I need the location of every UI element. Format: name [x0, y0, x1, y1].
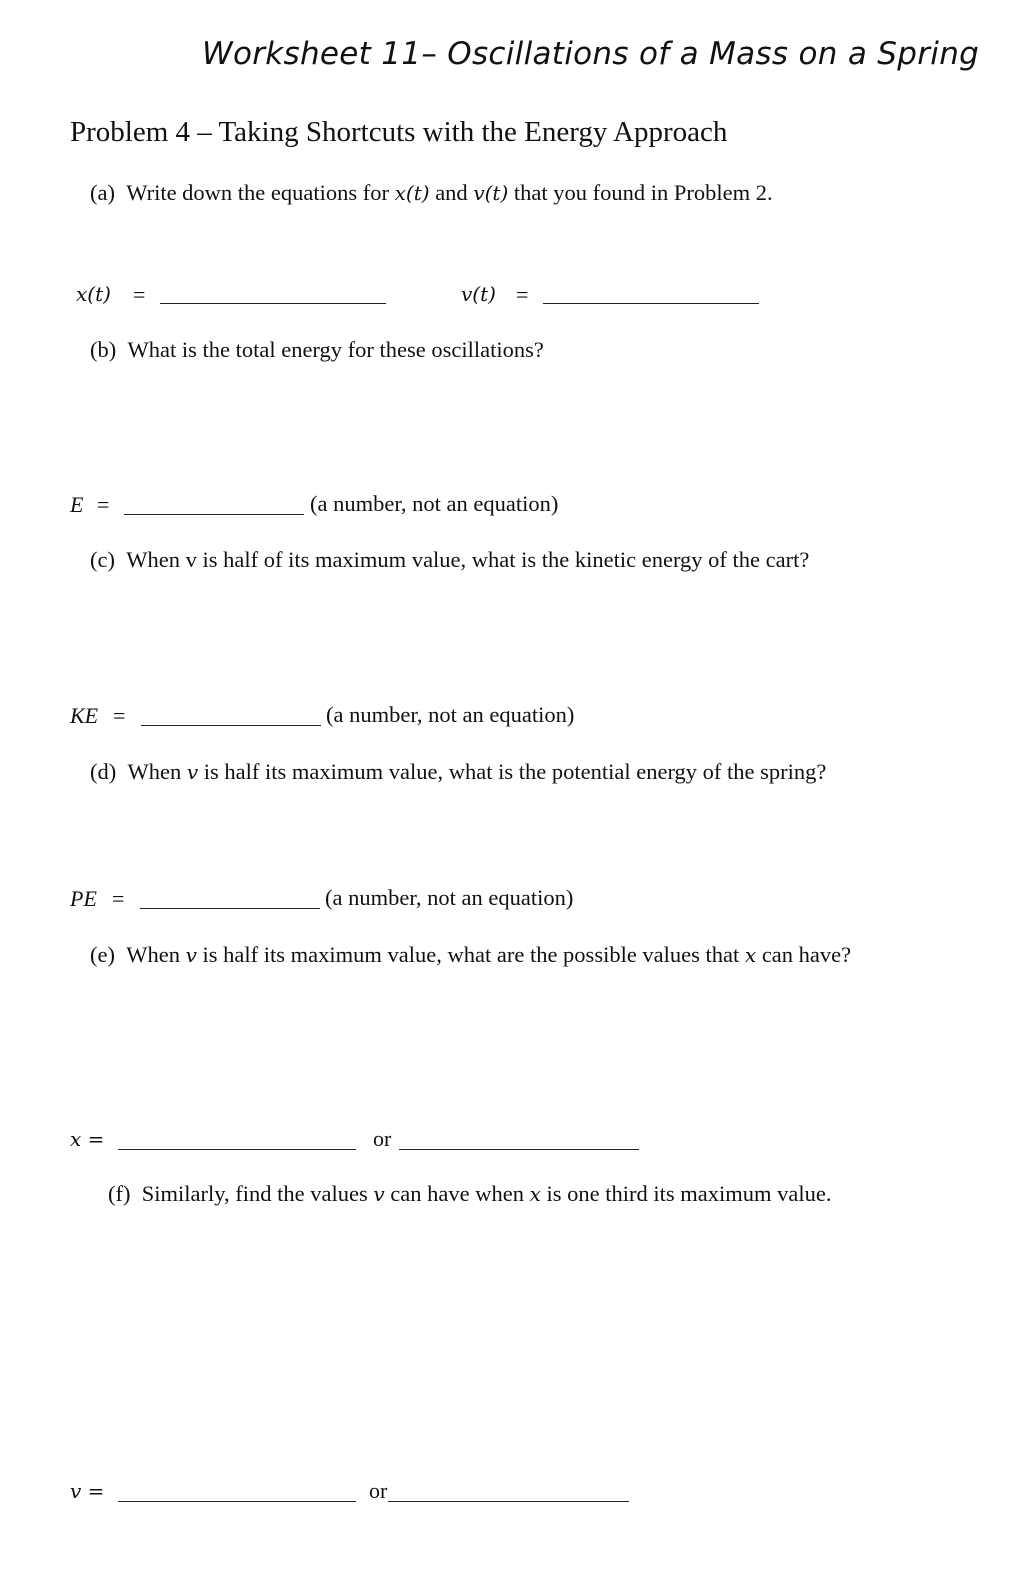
question-c-letter: (c)	[90, 547, 115, 572]
question-f-text-2: can have when	[384, 1181, 530, 1206]
question-b-text: What is the total energy for these oscillations?	[127, 337, 544, 362]
worksheet-title: Worksheet 11– Oscillations of a Mass on a Spring	[202, 36, 980, 72]
question-e-var-x: x	[744, 943, 757, 967]
question-a-text-1: Write down the equations for	[126, 180, 395, 205]
question-b	[90, 337, 544, 363]
answer-b-note: (a number, not an equation)	[310, 491, 559, 516]
answer-f-or: or	[369, 1478, 388, 1503]
question-d	[90, 759, 826, 785]
answer-b-label: E	[70, 492, 84, 517]
answer-d-blank[interactable]	[140, 908, 320, 909]
question-e-text-1: When	[126, 942, 186, 967]
question-a-text-2: and	[429, 180, 474, 205]
question-f-text-3: is one third its maximum value.	[540, 1181, 832, 1206]
question-a	[90, 180, 773, 206]
answer-a-v-blank[interactable]	[543, 303, 759, 304]
question-d-letter: (d)	[90, 759, 117, 784]
question-b-letter: (b)	[90, 337, 117, 362]
answer-e-label	[70, 1126, 104, 1152]
answer-d-equals: =	[112, 886, 125, 911]
answer-c-blank[interactable]	[141, 725, 321, 726]
answer-f-blank-2[interactable]	[388, 1501, 629, 1502]
answer-c-note: (a number, not an equation)	[326, 702, 575, 727]
question-a-text-3: that you found in Problem 2.	[508, 180, 773, 205]
answer-a-x-blank[interactable]	[160, 303, 386, 304]
answer-b-equals: =	[97, 492, 110, 517]
question-d-var-v: v	[186, 760, 199, 784]
answer-b-blank[interactable]	[124, 514, 304, 515]
question-d-text-2: is half its maximum value, what is the potential energy of the spring?	[198, 759, 827, 784]
answer-c-label: KE	[70, 703, 99, 728]
question-e-letter: (e)	[90, 942, 115, 967]
question-a-var-x: x(t)	[394, 181, 430, 205]
answer-d-note: (a number, not an equation)	[325, 885, 574, 910]
question-f	[108, 1181, 831, 1207]
question-f-letter: (f)	[108, 1181, 131, 1206]
answer-e-label-text: x =	[70, 1127, 105, 1151]
question-f-text-1: Similarly, find the values	[141, 1181, 374, 1206]
answer-a-x-label: x(t)	[76, 282, 111, 306]
question-e-var-v: v	[185, 943, 197, 967]
question-f-var-x: x	[529, 1182, 541, 1206]
answer-f-label-text: v =	[70, 1479, 105, 1503]
question-c	[90, 547, 809, 573]
problem-heading: Problem 4 – Taking Shortcuts with the Energy Approach	[70, 116, 728, 148]
question-e	[90, 942, 851, 968]
answer-f-label	[70, 1478, 104, 1504]
answer-f-blank-1[interactable]	[118, 1501, 356, 1502]
answer-a-x-equals: =	[133, 282, 146, 307]
answer-e-or: or	[373, 1126, 392, 1151]
answer-e-blank-2[interactable]	[399, 1149, 639, 1150]
question-a-var-v: v(t)	[473, 181, 509, 205]
question-f-var-v: v	[373, 1182, 385, 1206]
question-a-letter: (a)	[90, 180, 115, 205]
question-e-text-2: is half its maximum value, what are the possible values that	[196, 942, 745, 967]
answer-c-equals: =	[113, 703, 126, 728]
question-e-text-3: can have?	[756, 942, 852, 967]
answer-a-v-equals: =	[516, 282, 529, 307]
question-d-text-1: When	[127, 759, 187, 784]
answer-a-v-label: v(t)	[461, 282, 496, 306]
answer-e-blank-1[interactable]	[118, 1149, 356, 1150]
question-c-text: When v is half of its maximum value, what is the kinetic energy of the cart?	[126, 547, 810, 572]
answer-d-label: PE	[70, 886, 97, 911]
